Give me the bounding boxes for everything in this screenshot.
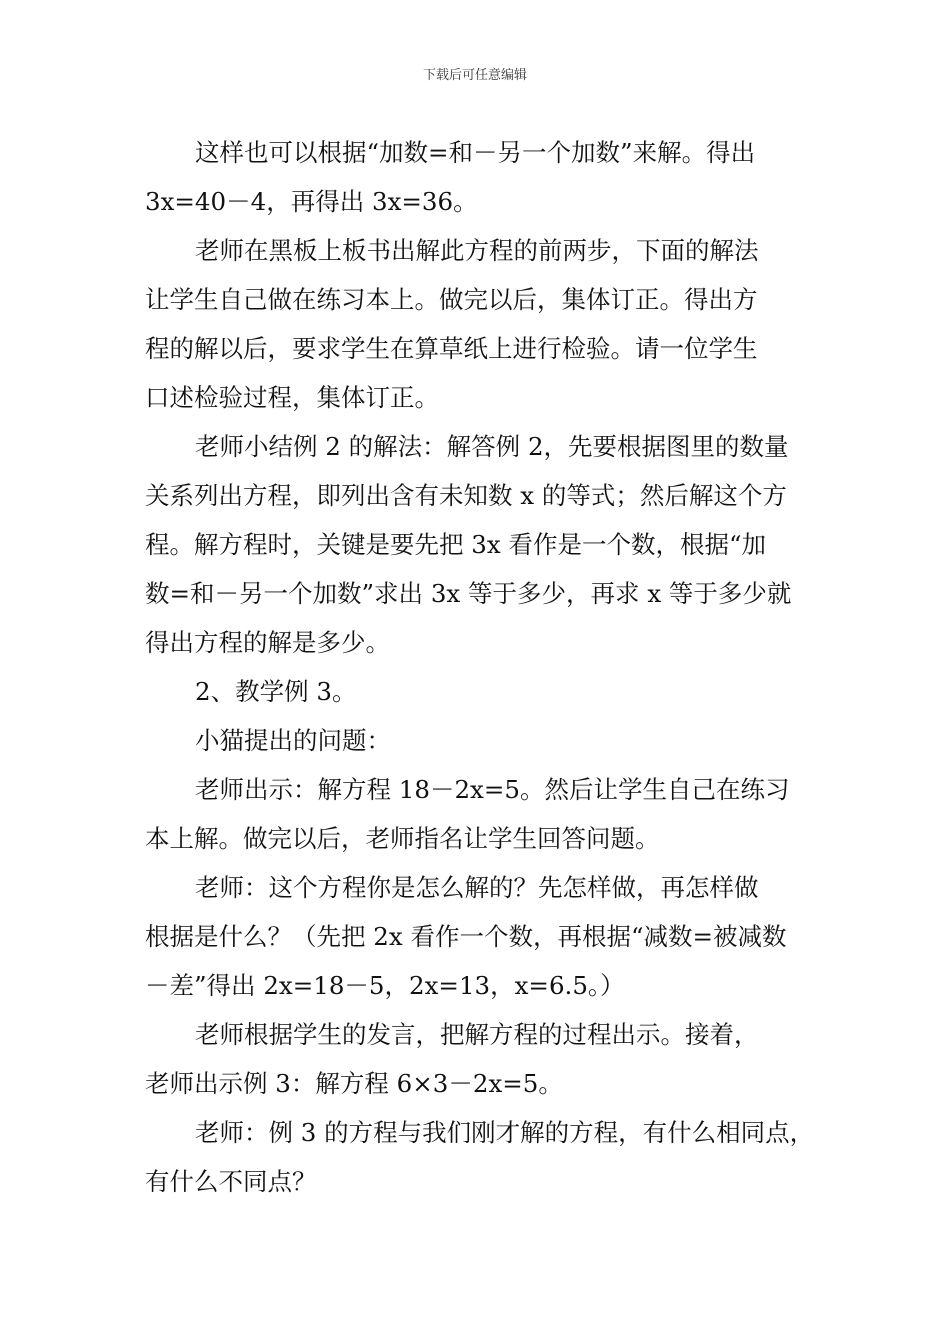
paragraph: [145, 226, 825, 422]
text-line: 本上解。做完以后，老师指名让学生回答问题。: [145, 824, 660, 853]
paragraph: [145, 422, 825, 667]
text-line: 口述检验过程，集体订正。: [145, 383, 439, 412]
text-line: 老师出示：解方程 18－2x=5。然后让学生自己在练习: [195, 775, 790, 804]
text-line: 2、教学例 3。: [195, 677, 357, 706]
text-line: 根据是什么？（先把 2x 看作一个数，再根据“减数=被减数: [145, 922, 787, 951]
text-line: 数=和－另一个加数”求出 3x 等于多少，再求 x 等于多少就: [145, 579, 792, 608]
text-line: 小猫提出的问题：: [195, 726, 391, 755]
text-line: 有什么不同点？: [145, 1167, 317, 1196]
page-header: 下载后可任意编辑: [422, 68, 527, 83]
document-body: [145, 128, 825, 1206]
paragraph: [145, 863, 825, 1010]
paragraph: [145, 716, 825, 765]
text-line: 老师出示例 3：解方程 6×3－2x=5。: [145, 1069, 563, 1098]
text-line: 老师：例 3 的方程与我们刚才解的方程，有什么相同点，: [195, 1118, 815, 1147]
paragraph: [145, 128, 825, 226]
paragraph: [145, 667, 825, 716]
text-line: 老师在黑板上板书出解此方程的前两步，下面的解法: [195, 236, 759, 265]
paragraph: [145, 765, 825, 863]
text-line: 老师：这个方程你是怎么解的？先怎样做，再怎样做: [195, 873, 759, 902]
text-line: 老师小结例 2 的解法：解答例 2，先要根据图里的数量: [195, 432, 789, 461]
text-line: 程的解以后，要求学生在算草纸上进行检验。请一位学生: [145, 334, 758, 363]
text-line: 让学生自己做在练习本上。做完以后，集体订正。得出方: [145, 285, 758, 314]
text-line: －差”得出 2x=18－5，2x=13，x=6.5。）: [145, 971, 625, 1000]
text-line: 老师根据学生的发言，把解方程的过程出示。接着，: [195, 1020, 759, 1049]
paragraph: [145, 1010, 825, 1108]
paragraph: [145, 1108, 825, 1206]
text-line: 关系列出方程，即列出含有未知数 x 的等式；然后解这个方: [145, 481, 787, 510]
text-line: 3x=40－4，再得出 3x=36。: [145, 187, 478, 216]
text-line: 程。解方程时，关键是要先把 3x 看作是一个数，根据“加: [145, 530, 767, 559]
text-line: 这样也可以根据“加数=和－另一个加数”来解。得出: [195, 138, 756, 167]
text-line: 得出方程的解是多少。: [145, 628, 390, 657]
